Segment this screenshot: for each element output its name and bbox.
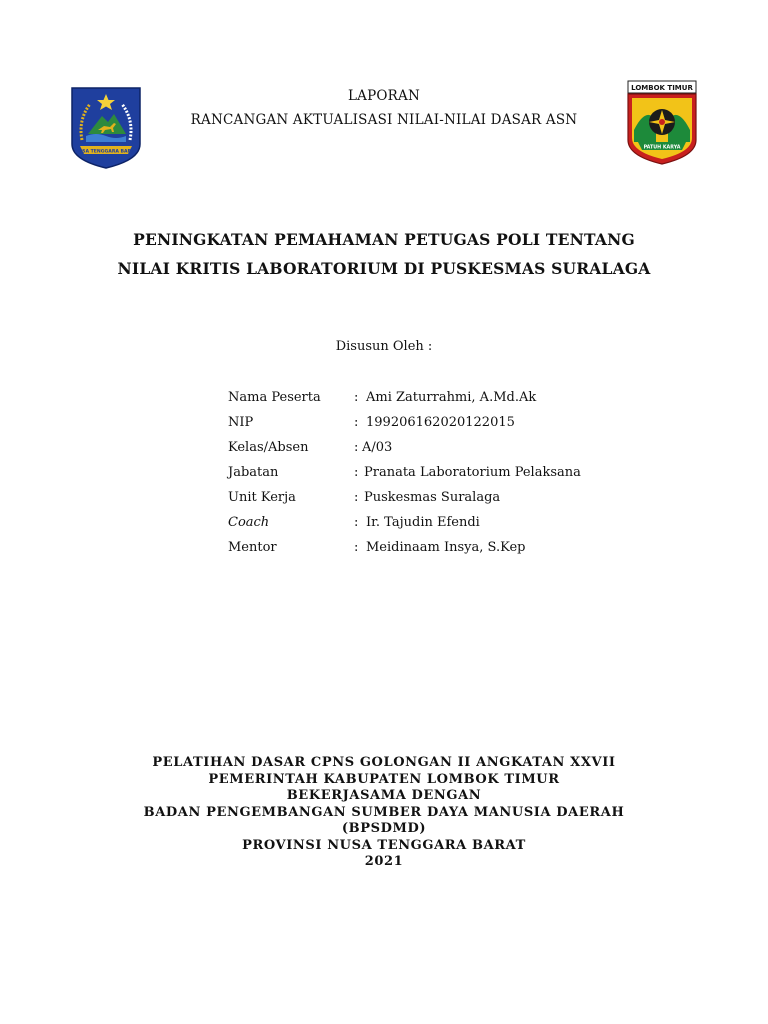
info-row-position xyxy=(228,465,648,485)
svg-text:LOMBOK TIMUR: LOMBOK TIMUR xyxy=(631,84,693,92)
info-value: Meidinaam Insya, S.Kep xyxy=(366,540,526,555)
info-colon: : xyxy=(354,490,359,505)
footer-line-agency-abbreviation: (BPSDMD) xyxy=(341,821,427,836)
footer-line-cooperation: BEKERJASAMA DENGAN xyxy=(286,788,482,803)
info-value: Ami Zaturrahmi, A.Md.Ak xyxy=(366,390,537,405)
info-row-mentor xyxy=(228,540,648,560)
info-colon: : xyxy=(354,465,359,480)
footer-line-year: 2021 xyxy=(364,854,404,869)
report-subtitle: RANCANGAN AKTUALISASI NILAI-NILAI DASAR ASN xyxy=(190,112,578,128)
report-title-line-1: PENINGKATAN PEMAHAMAN PETUGAS POLI TENTANG xyxy=(133,230,635,249)
info-label: Nama Peserta xyxy=(228,390,321,405)
footer-line-province: PROVINSI NUSA TENGGARA BARAT xyxy=(242,837,526,853)
info-value: Ir. Tajudin Efendi xyxy=(366,515,480,530)
info-label: Mentor xyxy=(228,540,277,555)
info-value: Puskesmas Suralaga xyxy=(364,490,501,505)
info-colon: : xyxy=(354,390,359,405)
info-colon: : xyxy=(354,515,359,530)
info-row-work-unit xyxy=(228,490,648,510)
composed-by-label: Disusun Oleh : xyxy=(335,339,433,354)
info-colon: : xyxy=(354,540,359,555)
info-label: Jabatan xyxy=(228,465,279,480)
info-row-coach xyxy=(228,515,648,535)
info-row-participant-name xyxy=(228,390,648,410)
info-value: A/03 xyxy=(362,440,393,455)
institution-footer xyxy=(0,755,768,871)
svg-text:NUSA TENGGARA BARAT: NUSA TENGGARA BARAT xyxy=(74,149,138,155)
info-value: Pranata Laboratorium Pelaksana xyxy=(364,465,581,480)
footer-line-agency: BADAN PENGEMBANGAN SUMBER DAYA MANUSIA DAERAH xyxy=(143,804,625,820)
info-colon: : xyxy=(354,415,359,430)
info-row-nip xyxy=(228,415,648,435)
info-row-class xyxy=(228,440,648,460)
info-label: Unit Kerja xyxy=(228,490,296,505)
info-label: NIP xyxy=(228,415,254,430)
footer-line-government: PEMERINTAH KABUPATEN LOMBOK TIMUR xyxy=(208,771,560,787)
info-label: Kelas/Absen xyxy=(228,440,309,455)
report-label: LAPORAN xyxy=(348,88,420,104)
report-title-line-2: NILAI KRITIS LABORATORIUM DI PUSKESMAS SURALAGA xyxy=(117,259,651,278)
svg-text:PATUH KARYA: PATUH KARYA xyxy=(643,145,681,151)
info-value: 199206162020122015 xyxy=(366,415,515,430)
info-label: Coach xyxy=(228,515,270,530)
info-colon: : xyxy=(354,440,359,455)
footer-line-training: PELATIHAN DASAR CPNS GOLONGAN II ANGKATAN XXVII xyxy=(152,755,616,770)
